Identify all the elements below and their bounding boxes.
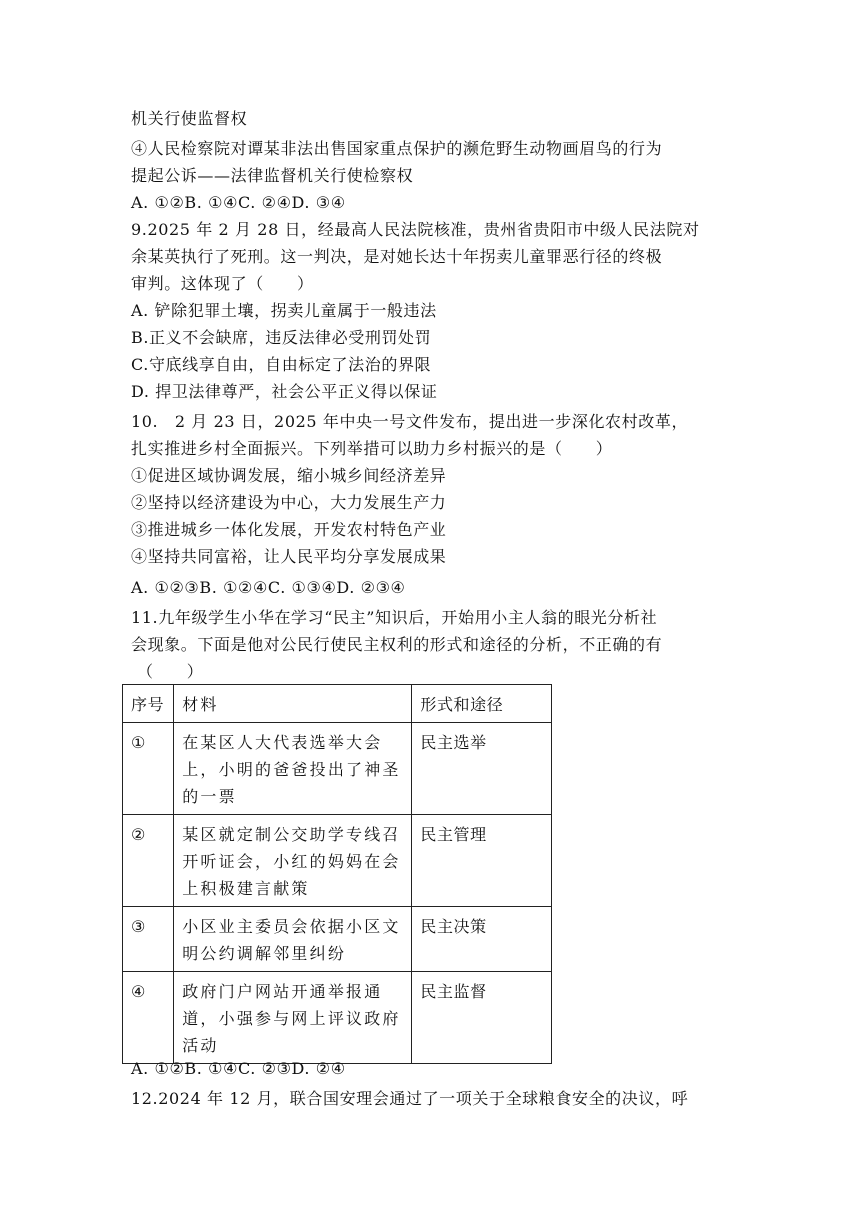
option-a: A. 铲除犯罪土壤，拐卖儿童属于一般违法	[131, 301, 437, 320]
row-number: ④	[123, 972, 174, 1064]
question-12-stem: 12.2024 年 12 月，联合国安理会通过了一项关于全球粮食安全的决议，呼	[131, 1089, 689, 1108]
statement-2: ②坚持以经济建设为中心，大力发展生产力	[131, 493, 447, 512]
row-number: ③	[123, 907, 174, 972]
row-form: 民主选举	[412, 723, 552, 815]
table-row	[123, 972, 552, 1064]
header-material: 材料	[174, 685, 412, 723]
text-line: 审判。这体现了（ ）	[131, 274, 314, 293]
text-line: ④人民检察院对谭某非法出售国家重点保护的濒危野生动物画眉鸟的行为	[131, 139, 663, 158]
text-line: 扎实推进乡村全面振兴。下列举措可以助力乡村振兴的是（ ）	[131, 439, 613, 458]
answer-blank: （ ）	[137, 662, 204, 681]
text-line: 会现象。下面是他对公民行使民主权利的形式和途径的分析，不正确的有	[131, 635, 663, 654]
row-form: 民主管理	[412, 815, 552, 907]
text-line: 提起公诉——法律监督机关行使检察权	[131, 166, 414, 185]
answer-options: A. ①②B. ①④C. ②③D. ②④	[131, 1059, 346, 1078]
row-number: ①	[123, 723, 174, 815]
option-b: B.正义不会缺席，违反法律必受刑罚处罚	[131, 328, 432, 347]
text-line: 余某英执行了死刑。这一判决，是对她长达十年拐卖儿童罪恶行径的终极	[131, 247, 663, 266]
table-row	[123, 815, 552, 907]
question-9-stem: 9.2025 年 2 月 28 日，经最高人民法院核准，贵州省贵阳市中级人民法院对	[131, 220, 700, 239]
table-header-row	[123, 685, 552, 723]
question-11-stem: 11.九年级学生小华在学习“民主”知识后，开始用小主人翁的眼光分析社	[131, 608, 658, 627]
question-10-stem: 10. 2 月 23 日，2025 年中央一号文件发布，提出进一步深化农村改革，	[131, 412, 689, 431]
democracy-table	[122, 684, 552, 1064]
row-material: 政府门户网站开通举报通道，小强参与网上评议政府活动	[174, 972, 412, 1064]
text-line: 机关行使监督权	[131, 109, 248, 128]
header-number: 序号	[123, 685, 174, 723]
statement-1: ①促进区域协调发展，缩小城乡间经济差异	[131, 466, 447, 485]
table-row	[123, 723, 552, 815]
answer-options: A. ①②B. ①④C. ②④D. ③④	[131, 193, 346, 212]
row-material: 某区就定制公交助学专线召开听证会，小红的妈妈在会上积极建言献策	[174, 815, 412, 907]
row-material: 小区业主委员会依据小区文明公约调解邻里纠纷	[174, 907, 412, 972]
statement-4: ④坚持共同富裕，让人民平均分享发展成果	[131, 547, 447, 566]
row-form: 民主监督	[412, 972, 552, 1064]
row-number: ②	[123, 815, 174, 907]
row-material: 在某区人大代表选举大会上，小明的爸爸投出了神圣的一票	[174, 723, 412, 815]
option-d: D. 捍卫法律尊严，社会公平正义得以保证	[131, 382, 438, 401]
header-form: 形式和途径	[412, 685, 552, 723]
statement-3: ③推进城乡一体化发展，开发农村特色产业	[131, 520, 447, 539]
answer-options: A. ①②③B. ①②④C. ①③④D. ②③④	[131, 578, 406, 597]
row-form: 民主决策	[412, 907, 552, 972]
table-row	[123, 907, 552, 972]
option-c: C.守底线享自由，自由标定了法治的界限	[131, 355, 432, 374]
